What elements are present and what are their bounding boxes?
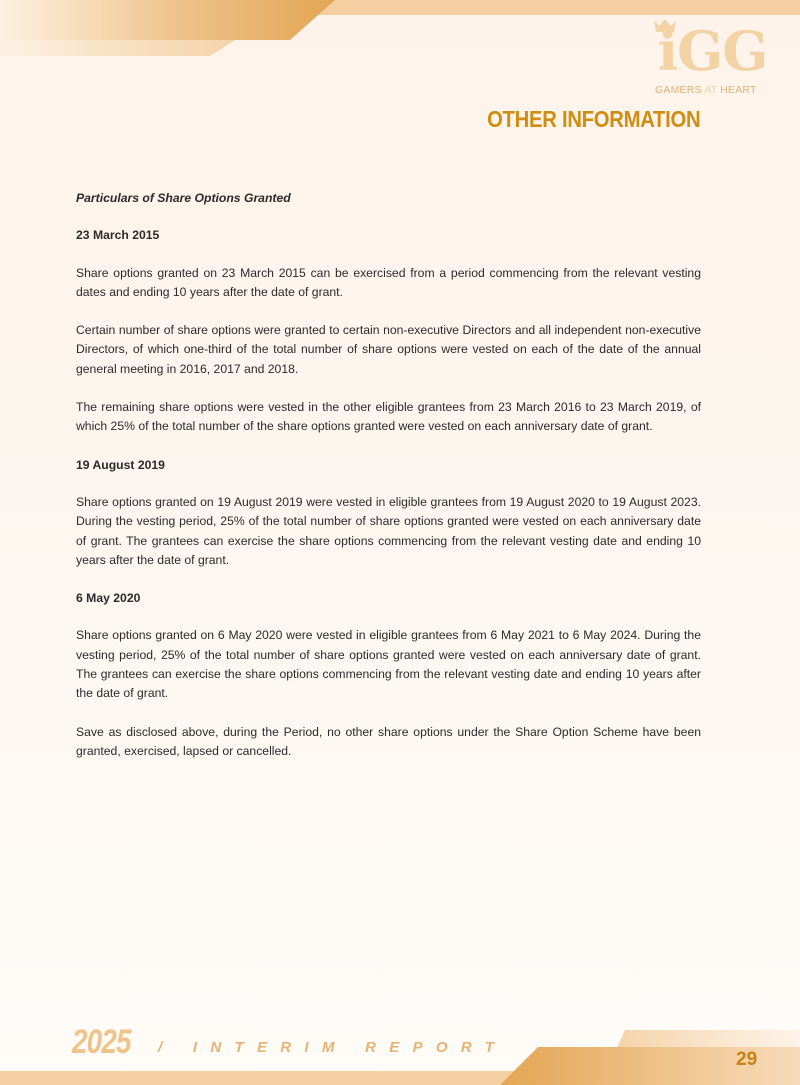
top-decorative-band-main [0, 0, 335, 40]
tagline-gamers: GAMERS [655, 84, 705, 96]
tagline-heart: HEART [717, 84, 757, 96]
paragraph: Save as disclosed above, during the Period, no other share options under the Share Option Scheme have been granted, exercised, lapsed or cancelled. [76, 724, 701, 758]
section-heading: 19 August 2019 [76, 457, 165, 472]
document-subtitle: Particulars of Share Options Granted [76, 191, 291, 205]
igg-logo [650, 18, 775, 98]
logo-tagline [655, 84, 775, 96]
section-heading: 23 March 2015 [76, 228, 160, 243]
section-heading: 6 May 2020 [76, 591, 141, 606]
paragraph: Share options granted on 23 March 2015 can be exercised from a period commencing from the relevant vesting dates and ending 10 years after the date of grant. [76, 265, 701, 299]
paragraph: Share options granted on 6 May 2020 were vested in eligible grantees from 6 May 2021 to 6 May 2024. During the vesting period, 25% of the total number of share options granted were vested on each anniversary date of grant. The grantees can exercise the share options commencing from the relevant vesting date and ending 10 years after the date of grant. [76, 628, 701, 701]
paragraph: The remaining share options were vested in the other eligible grantees from 23 March 2016 to 23 March 2019, of which 25% of the total number of the share options granted were vested on each anniversary date of grant. [76, 400, 701, 434]
section-title: OTHER INFORMATION [486, 106, 700, 132]
section-23-march-2015 [76, 226, 701, 436]
page-number: 29 [736, 1049, 758, 1070]
footer-report-label: / INTERIM REPORT [158, 1039, 508, 1056]
footer-year: 2025 [72, 1023, 131, 1061]
tagline-at: AT [704, 84, 718, 96]
section-19-august-2019 [76, 456, 701, 570]
paragraph: Certain number of share options were granted to certain non-executive Directors and all independent non-executive Directors, of which one-third of the total number of share options were vested on each of the date of the annual general meeting in 2016, 2017 and 2018. [76, 323, 701, 376]
section-6-may-2020 [76, 589, 701, 761]
logo-wordmark: iGG [657, 19, 768, 83]
paragraph: Share options granted on 19 August 2019 were vested in eligible grantees from 19 August 2020 to 19 August 2023. During the vesting period, 25% of the total number of share options granted were vested on each anniversary date of grant. The grantees can exercise the share options commencing from the relevant vesting date and ending 10 years after the date of grant. [76, 494, 701, 567]
document-body [76, 189, 701, 780]
top-decorative-band-lower [0, 40, 235, 56]
